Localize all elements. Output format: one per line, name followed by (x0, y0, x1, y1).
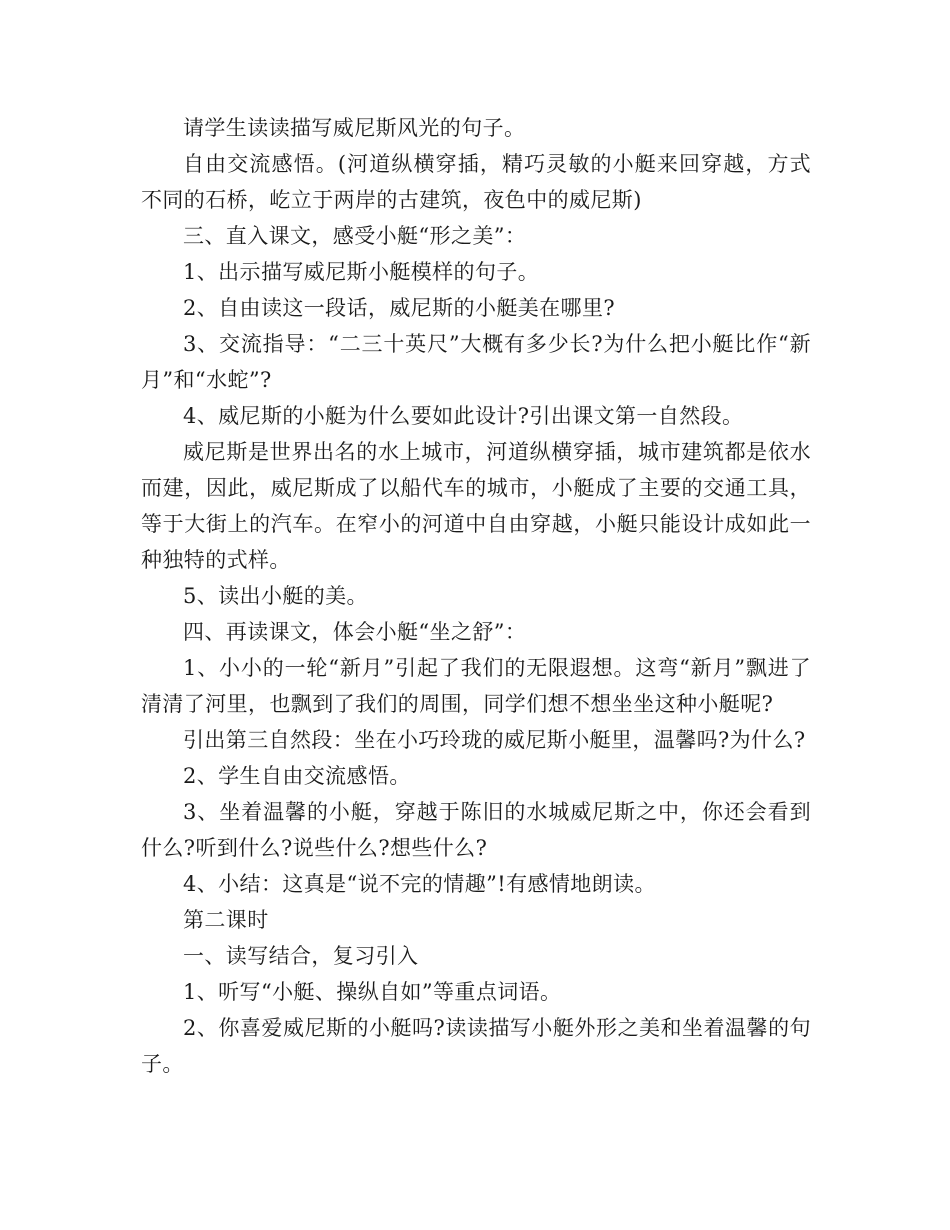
paragraph-4: 1、出示描写威尼斯小艇模样的句子。 (183, 260, 540, 284)
paragraph-2: 自由交流感悟。(河道纵横穿插，精巧灵敏的小艇来回穿越，方式不同的石桥，屹立于两岸的古建筑，夜色中的威尼斯) (141, 152, 811, 212)
paragraph-10: 四、再读课文，体会小艇“坐之舒”： (183, 620, 527, 644)
document-body (141, 110, 811, 1082)
paragraph-16: 第二课时 (183, 908, 269, 932)
paragraph-15: 4、小结：这真是“说不完的情趣”!有感情地朗读。 (183, 872, 656, 896)
paragraph-3: 三、直入课文，感受小艇“形之美”： (183, 224, 527, 248)
paragraph-14: 3、坐着温馨的小艇，穿越于陈旧的水城威尼斯之中，你还会看到什么?听到什么?说些什么?想些什么? (141, 800, 811, 860)
paragraph-13: 2、学生自由交流感悟。 (183, 764, 411, 788)
paragraph-19: 2、你喜爱威尼斯的小艇吗?读读描写小艇外形之美和坐着温馨的句子。 (141, 1016, 811, 1076)
paragraph-5: 2、自由读这一段话，威尼斯的小艇美在哪里? (183, 296, 616, 320)
paragraph-9: 5、读出小艇的美。 (183, 584, 368, 608)
paragraph-17: 一、读写结合，复习引入 (183, 944, 419, 968)
paragraph-12: 引出第三自然段：坐在小巧玲珑的威尼斯小艇里，温馨吗?为什么? (183, 728, 806, 752)
paragraph-11: 1、小小的一轮“新月”引起了我们的无限遐想。这弯“新月”飘进了清清了河里，也飘到了我们的周围，同学们想不想坐坐这种小艇呢? (141, 656, 811, 716)
paragraph-7: 4、威尼斯的小艇为什么要如此设计?引出课文第一自然段。 (183, 404, 744, 428)
paragraph-8: 威尼斯是世界出名的水上城市，河道纵横穿插，城市建筑都是依水而建，因此，威尼斯成了以船代车的城市，小艇成了主要的交通工具，等于大街上的汽车。在窄小的河道中自由穿越，小艇只能设计成如此一种独特的式样。 (141, 440, 811, 572)
paragraph-1: 请学生读读描写威尼斯风光的句子。 (183, 116, 526, 140)
paragraph-18: 1、听写“小艇、操纵自如”等重点词语。 (183, 980, 562, 1004)
paragraph-6: 3、交流指导：“二三十英尺”大概有多少长?为什么把小艇比作“新月”和“水蛇”? (141, 332, 811, 392)
